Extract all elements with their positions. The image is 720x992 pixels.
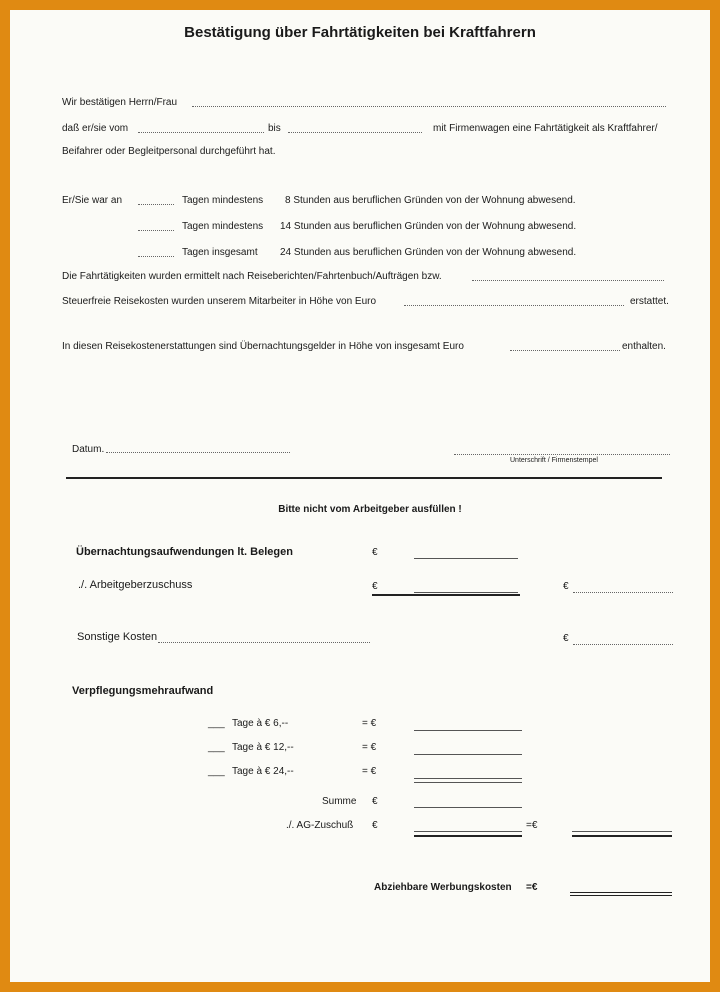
meal-days-field[interactable]: ___ <box>208 718 225 729</box>
subtotal-rule <box>372 594 520 596</box>
absence-row-text: 8 Stunden aus beruflichen Gründen von der Wohnung abwesend. <box>285 195 576 206</box>
overnight-costs-field[interactable] <box>414 558 518 559</box>
signature-field[interactable] <box>454 454 670 455</box>
absence-row-text: 14 Stunden aus beruflichen Gründen von der Wohnung abwesend. <box>280 221 577 232</box>
euro-sign: € <box>372 581 378 592</box>
other-costs-amount-field[interactable] <box>573 644 673 645</box>
overnight-text: In diesen Reisekostenerstattungen sind Übernachtungsgelder in Höhe von insgesamt Euro <box>62 341 464 352</box>
sum-rule <box>414 782 522 783</box>
days-8h-field[interactable] <box>138 204 174 205</box>
determined-text: Die Fahrtätigkeiten wurden ermittelt nach Reiseberichten/Fahrtenbuch/Aufträgen bzw. <box>62 271 442 282</box>
meal-rate-label: Tage à € 12,-- <box>232 742 294 753</box>
reimbursed-text: Steuerfreie Reisekosten wurden unserem Mitarbeiter in Höhe von Euro <box>62 296 377 307</box>
sum-field[interactable] <box>414 807 522 808</box>
absence-row-label: Tagen mindestens <box>182 195 264 206</box>
page-title: Bestätigung über Fahrtätigkeiten bei Kraftfahrern <box>184 24 536 41</box>
meal-amount-field[interactable] <box>414 730 522 731</box>
form-page <box>10 10 710 982</box>
equals-euro: = € <box>362 766 377 777</box>
meal-amount-field[interactable] <box>414 754 522 755</box>
intro-line3-text: Beifahrer oder Begleitpersonal durchgeführt hat. <box>62 146 276 157</box>
days-14h-field[interactable] <box>138 230 174 231</box>
date-to-field[interactable] <box>288 132 422 133</box>
euro-sign: € <box>372 547 378 558</box>
deductible-total-field[interactable] <box>570 892 672 896</box>
overnight-amount-field[interactable] <box>510 350 620 351</box>
meal-rate-label: Tage à € 24,-- <box>232 766 294 777</box>
euro-sign: € <box>372 820 378 831</box>
date-from-field[interactable] <box>138 132 264 133</box>
employee-name-field[interactable] <box>192 106 666 107</box>
intro-company-car-text: mit Firmenwagen eine Fahrtätigkeit als Kraftfahrer/ <box>433 123 658 134</box>
ag-subsidy-label: ./. AG-Zuschuß <box>286 820 354 831</box>
absence-row-label: Tagen mindestens <box>182 221 264 232</box>
date-field[interactable] <box>106 452 290 453</box>
sum-label: Summe <box>322 796 357 807</box>
intro-to-label: bis <box>268 123 281 134</box>
notice-text: Bitte nicht vom Arbeitgeber ausfüllen ! <box>278 504 462 515</box>
section2-heading: Verpflegungsmehraufwand <box>72 685 214 697</box>
equals-euro: = € <box>362 718 377 729</box>
meal-amount-field[interactable] <box>414 778 522 779</box>
ag-subtotal-rule <box>414 835 522 837</box>
equals-euro: =€ <box>526 820 538 831</box>
section1-heading: Übernachtungsaufwendungen lt. Belegen <box>76 546 293 558</box>
employer-subsidy-label: ./. Arbeitgeberzuschuss <box>78 579 193 591</box>
euro-sign: € <box>563 581 569 592</box>
signature-label: Unterschrift / Firmenstempel <box>510 457 598 464</box>
ag-subsidy-field[interactable] <box>414 831 522 832</box>
section-divider <box>66 477 662 479</box>
absence-prefix: Er/Sie war an <box>62 195 123 206</box>
absence-row-text: 24 Stunden aus beruflichen Gründen von der Wohnung abwesend. <box>280 247 577 258</box>
equals-euro: = € <box>362 742 377 753</box>
determined-other-field[interactable] <box>472 280 664 281</box>
intro-from-label: daß er/sie vom <box>62 123 129 134</box>
absence-row-label: Tagen insgesamt <box>182 247 258 258</box>
reimbursed-suffix: erstattet. <box>630 296 669 307</box>
section1-result-field[interactable] <box>573 592 673 593</box>
section2-result-field[interactable] <box>572 831 672 832</box>
employer-subsidy-field[interactable] <box>414 592 518 593</box>
days-24h-field[interactable] <box>138 256 174 257</box>
euro-sign: € <box>563 633 569 644</box>
meal-rate-label: Tage à € 6,-- <box>232 718 289 729</box>
date-label: Datum. <box>72 444 105 455</box>
overnight-suffix: enthalten. <box>622 341 666 352</box>
deductible-label: Abziehbare Werbungskosten <box>374 882 512 893</box>
euro-sign: € <box>372 796 378 807</box>
reimbursed-amount-field[interactable] <box>404 305 624 306</box>
other-costs-label: Sonstige Kosten <box>77 631 158 643</box>
other-costs-desc-field[interactable] <box>158 642 370 643</box>
meal-days-field[interactable]: ___ <box>208 742 225 753</box>
meal-days-field[interactable]: ___ <box>208 766 225 777</box>
section2-result-rule <box>572 835 672 837</box>
equals-euro: =€ <box>526 882 538 893</box>
intro-line1-label: Wir bestätigen Herrn/Frau <box>62 97 178 108</box>
